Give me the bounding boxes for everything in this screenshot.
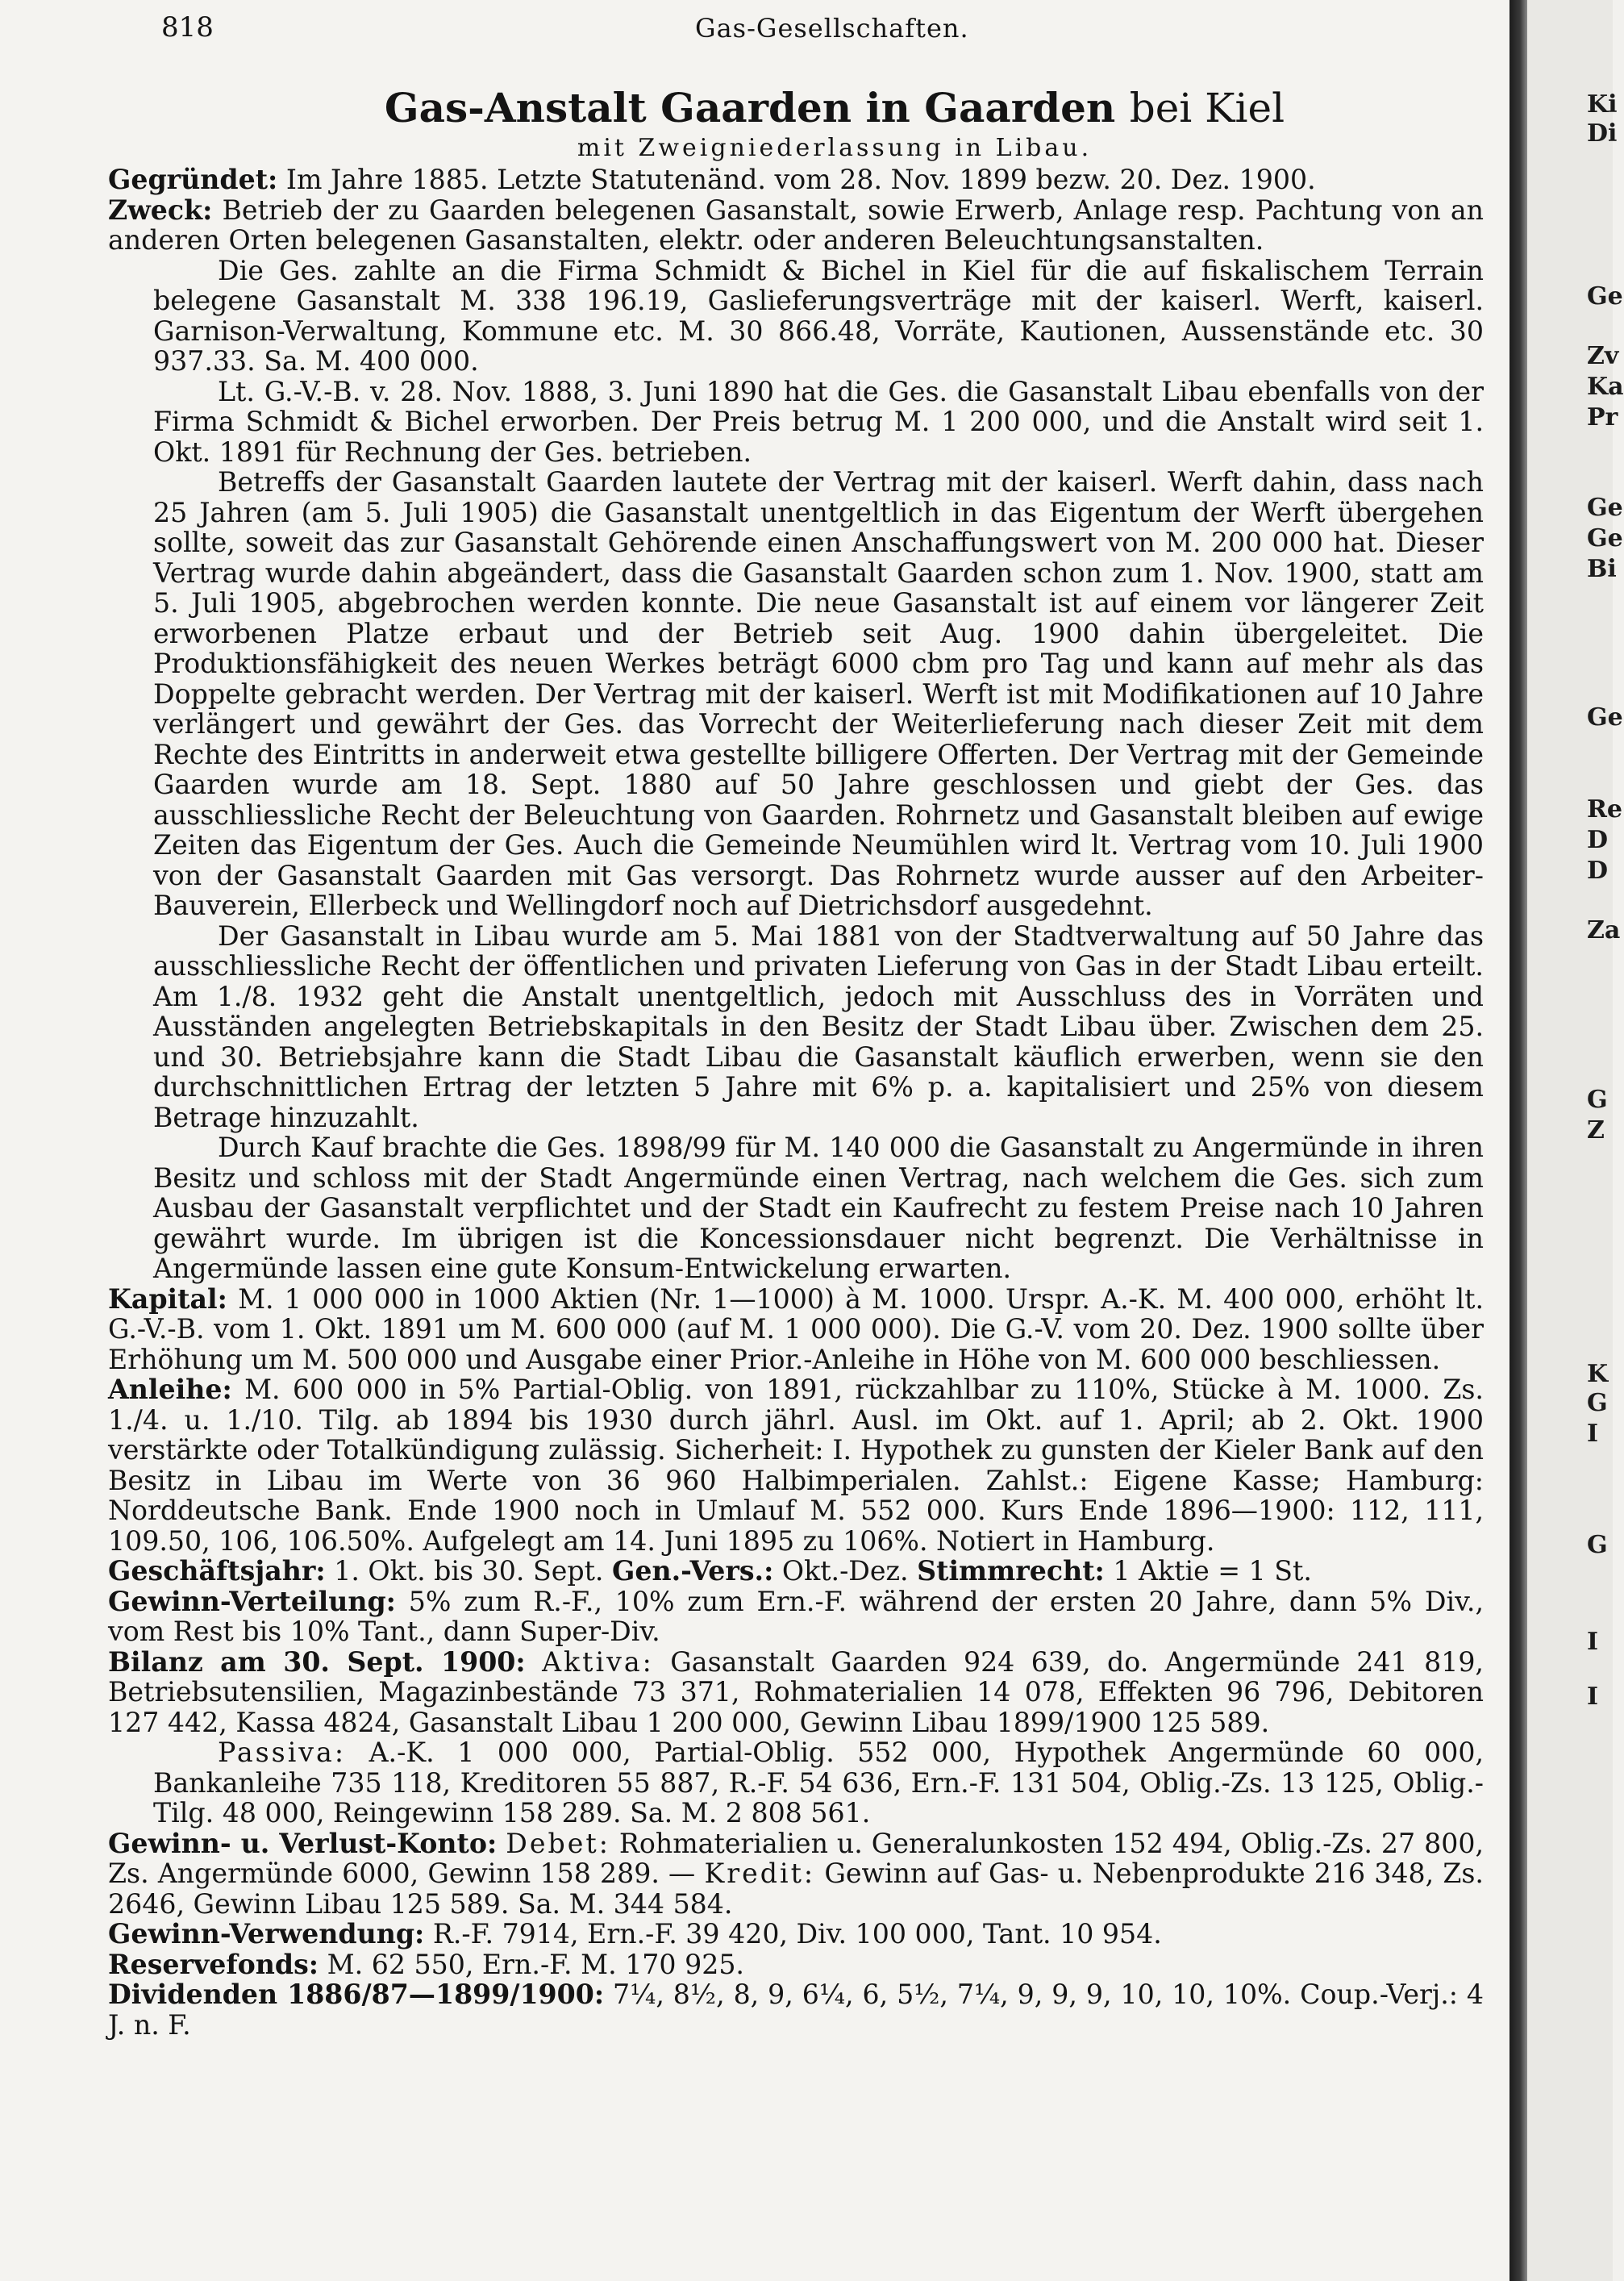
company-location: bei Kiel	[1129, 85, 1285, 131]
section-title: Gas-Gesellschaften.	[695, 13, 969, 44]
company-subtitle: mit Zweigniederlassung in Libau.	[577, 134, 1093, 162]
label-gewinn-verlust: Gewinn- u. Verlust-Konto:	[108, 1827, 498, 1859]
label-bilanz: Bilanz am 30. Sept. 1900:	[108, 1645, 526, 1678]
adjacent-fragment: G	[1587, 1086, 1608, 1114]
label-debet: Debet:	[506, 1827, 610, 1859]
adjacent-fragment: K	[1587, 1360, 1609, 1388]
adjacent-fragment: I	[1587, 1628, 1599, 1656]
label-gen-vers: Gen.-Vers.:	[612, 1555, 774, 1587]
label-reservefonds: Reservefonds:	[108, 1948, 319, 1980]
adjacent-fragment: G	[1587, 1531, 1608, 1559]
adjacent-fragment: Ge	[1587, 282, 1623, 311]
text-gewinn-verwendung: R.-F. 7914, Ern.-F. 39 420, Div. 100 000, Tant. 10 954.	[432, 1918, 1162, 1949]
text-gegruendet: Im Jahre 1885. Letzte Statutenänd. vom 28. Nov. 1899 bezw. 20. Dez. 1900.	[285, 164, 1316, 195]
text-dividenden: 7¼, 8½, 8, 9, 6¼, 6, 5½, 7¼, 9, 9, 9, 10, 10, 10%. Coup.-Verj.: 4 J. n. F.	[108, 1979, 1484, 2041]
book-gutter	[1509, 0, 1527, 2281]
section-dividenden	[108, 1979, 1484, 2040]
text-geschaeftsjahr: 1. Okt. bis 30. Sept.	[334, 1555, 604, 1587]
section-anleihe	[108, 1374, 1484, 1556]
company-name: Gas-Anstalt Gaarden in Gaarden	[384, 84, 1116, 131]
adjacent-fragment: D	[1587, 826, 1609, 854]
label-gewinn-verteilung: Gewinn-Verteilung:	[108, 1585, 396, 1617]
adjacent-fragment: I	[1587, 1420, 1599, 1448]
section-gewinn-verwendung	[108, 1919, 1484, 1949]
label-aktiva: Aktiva:	[542, 1645, 654, 1678]
running-head	[161, 11, 1509, 47]
label-dividenden: Dividenden 1886/87—1899/1900:	[108, 1979, 605, 2010]
label-kredit: Kredit:	[704, 1858, 816, 1889]
adjacent-fragment: Ge	[1587, 703, 1623, 732]
adjacent-fragment: G	[1587, 1389, 1608, 1417]
text-gen-vers: Okt.-Dez.	[781, 1555, 909, 1587]
paragraph-angermuende: Durch Kauf brachte die Ges. 1898/99 für M. 140 000 die Gasanstalt zu Angermünde in ihren Besitz und schloss mit der Stadt Angermünde einen Vertrag, nach welchem die Ges. sich zum Ausbau der Gasanstalt verpflichtet und der Stadt ein Kaufrecht zu festem Preise nach 10 Jahren gewährt wurde. Im übrigen ist die Koncessionsdauer nicht begrenzt. Die Verhältnisse in Angermünde lassen eine gute Konsum-Entwickelung erwarten.	[153, 1132, 1484, 1284]
text-kredit: Gewinn auf Gas- u. Nebenprodukte 216 348, Zs. 2646, Gewinn Libau 125 589. Sa. M. 344 584.	[108, 1858, 1484, 1920]
paragraph-kaufpreis: Die Ges. zahlte an die Firma Schmidt & Bichel in Kiel für die auf fiskalischem Terrain belegene Gasanstalt M. 338 196.19, Gaslieferungsverträge mit der kaiserl. Werft, kaiserl. Garnison-Verwaltung, Kommune etc. M. 30 866.48, Vorräte, Kautionen, Aussenstände etc. 30 937.33. Sa. M. 400 000.	[153, 254, 1484, 377]
adjacent-fragment: Za	[1587, 916, 1621, 945]
text-reservefonds: M. 62 550, Ern.-F. M. 170 925.	[327, 1948, 744, 1980]
section-gegruendet	[108, 165, 1484, 195]
adjacent-fragment: Ge	[1587, 494, 1623, 522]
text-debet: Rohmaterialien u. Generalunkosten 152 494, Oblig.-Zs. 27 800, Zs. Angermünde 6000, Gewinn 158 289. —	[108, 1827, 1484, 1889]
label-kapital: Kapital:	[108, 1282, 227, 1315]
adjacent-fragment: Zv	[1587, 342, 1619, 370]
label-stimmrecht: Stimmrecht:	[917, 1555, 1105, 1587]
label-gegruendet: Gegründet:	[108, 164, 278, 195]
label-zweck: Zweck:	[108, 194, 213, 226]
section-zweck	[108, 195, 1484, 256]
paragraph-libau-recht: Der Gasanstalt in Libau wurde am 5. Mai 1881 von der Stadtverwaltung auf 50 Jahre das ausschliessliche Recht der öffentlichen und privaten Lieferung von Gas in der Stadt Libau erteilt. Am 1./8. 1932 geht die Anstalt unentgeltlich, jedoch mit Ausschluss des in Vorräten und Ausständen angelegten Betriebskapitals in den Besitz der Stadt Libau über. Zwischen dem 25. und 30. Betriebsjahre kann die Stadt Libau die Gasanstalt käuflich erwerben, wenn sie den durchschnittlichen Ertrag der letzten 5 Jahre mit 6% p. a. kapitalisiert und 25% von diesem Betrage hinzuzahlt.	[153, 919, 1484, 1133]
text-passiva: A.-K. 1 000 000, Partial-Oblig. 552 000, Hypothek Angermünde 60 000, Bankanleihe 735 118, Kreditoren 55 887, R.-F. 54 636, Ern.-F. 131 504, Oblig.-Zs. 13 125, Oblig.-Tilg. 48 000, Reingewinn 158 289. Sa. M. 2 808 561.	[153, 1737, 1484, 1829]
text-kapital: M. 1 000 000 in 1000 Aktien (Nr. 1—1000) à M. 1000. Urspr. A.-K. M. 400 000, erhöht lt. G.-V.-B. vom 1. Okt. 1891 um M. 600 000 (auf M. 1 000 000). Die G.-V. vom 20. Dez. 1900 sollte über Erhöhung um M. 500 000 und Ausgabe einer Prior.-Anleihe in Höhe von M. 600 000 beschliessen.	[108, 1282, 1484, 1375]
paragraph-gaarden-vertrag: Betreffs der Gasanstalt Gaarden lautete der Vertrag mit der kaiserl. Werft dahin, dass nach 25 Jahren (am 5. Juli 1905) die Gasanstalt unentgeltlich in das Eigentum der Werft übergehen sollte, soweit das zur Gasanstalt Gehörende einen Anschaffungswert von M. 200 000 hat. Dieser Vertrag wurde dahin abgeändert, dass die Gasanstalt Gaarden schon zum 1. Nov. 1900, statt am 5. Juli 1905, abgebrochen werden konnte. Die neue Gasanstalt ist auf einem vor längerer Zeit erworbenen Platze erbaut und der Betrieb seit Aug. 1900 dahin übergeleitet. Die Produktionsfähigkeit des neuen Werkes beträgt 6000 cbm pro Tag und kann auf mehr als das Doppelte gebracht werden. Der Vertrag mit der kaiserl. Werft ist mit Modifikationen auf 10 Jahre verlängert und gewährt der Ges. das Vorrecht der Weiterlieferung nach dieser Zeit mit dem Rechte des Eintritts in anderweit etwa gestellte billigere Offerten. Der Vertrag mit der Gemeinde Gaarden wurde am 18. Sept. 1880 auf 50 Jahre geschlossen und giebt der Ges. das ausschliessliche Recht der Beleuchtung von Gaarden. Rohrnetz und Gasanstalt bleiben auf ewige Zeiten das Eigentum der Ges. Auch die Gemeinde Neumühlen wird lt. Vertrag vom 10. Juli 1900 von der Gasanstalt Gaarden mit Gas versorgt. Das Rohrnetz wurde ausser auf den Arbeiter-Bauverein, Ellerbeck und Wellingdorf noch auf Dietrichsdorf ausgedehnt.	[153, 466, 1484, 921]
label-gewinn-verwendung: Gewinn-Verwendung:	[108, 1918, 425, 1949]
label-geschaeftsjahr: Geschäftsjahr:	[108, 1555, 326, 1587]
text-stimmrecht: 1 Aktie = 1 St.	[1113, 1555, 1312, 1587]
adjacent-fragment: Pr	[1587, 403, 1618, 432]
section-passiva	[153, 1737, 1484, 1829]
company-title	[185, 84, 1484, 132]
text-aktiva: Gasanstalt Gaarden 924 639, do. Angermünde 241 819, Betriebsutensilien, Magazinbestände 73 371, Rohmaterialien 14 078, Effekten 96 796, Debitoren 127 442, Kassa 4824, Gasanstalt Libau 1 200 000, Gewinn Libau 1899/1900 125 589.	[108, 1645, 1484, 1738]
adjacent-fragment: Ki	[1587, 90, 1618, 119]
adjacent-fragment: D	[1587, 857, 1609, 885]
text-anleihe: M. 600 000 in 5% Partial-Oblig. von 1891, rückzahlbar zu 110%, Stücke à M. 1000. Zs. 1./4. u. 1./10. Tilg. ab 1894 bis 1930 durch jährl. Ausl. im Okt. auf 1. April; ab 2. Okt. 1900 verstärkte oder Totalkündigung zulässig. Sicherheit: I. Hypothek zu gunsten der Kieler Bank auf den Besitz in Libau im Werte von 36 960 Halbimperialen. Zahlst.: Eigene Kasse; Hamburg: Norddeutsche Bank. Ende 1900 noch in Umlauf M. 552 000. Kurs Ende 1896—1900: 112, 111, 109.50, 106, 106.50%. Aufgelegt am 14. Juni 1895 zu 106%. Notiert in Hamburg.	[108, 1374, 1484, 1557]
page-number: 818	[161, 11, 214, 44]
adjacent-page-edge	[1527, 0, 1624, 2281]
section-geschaeftsjahr	[108, 1556, 1484, 1587]
company-entry	[108, 84, 1484, 2041]
adjacent-fragment: I	[1587, 1683, 1599, 1711]
paragraph-libau-erwerb: Lt. G.-V.-B. v. 28. Nov. 1888, 3. Juni 1890 hat die Ges. die Gasanstalt Libau ebenfalls von der Firma Schmidt & Bichel erworben. Der Preis betrug M. 1 200 000, und die Anstalt wird seit 1. Okt. 1891 für Rechnung der Ges. betrieben.	[153, 375, 1484, 468]
section-reservefonds	[108, 1949, 1484, 1980]
label-passiva: Passiva:	[218, 1737, 347, 1768]
adjacent-fragment: Bi	[1587, 555, 1617, 583]
text-zweck: Betrieb der zu Gaarden belegenen Gasanstalt, sowie Erwerb, Anlage resp. Pachtung von an anderen Orten belegenen Gasanstalten, elektr. oder anderen Beleuchtungsanstalten.	[108, 194, 1484, 256]
section-bilanz	[108, 1647, 1484, 1738]
adjacent-fragment: Ka	[1587, 373, 1624, 401]
section-kapital	[108, 1284, 1484, 1375]
text-gewinn-verteilung: 5% zum R.-F., 10% zum Ern.-F. während der ersten 20 Jahre, dann 5% Div., vom Rest bis 10% Tant., dann Super-Div.	[108, 1585, 1484, 1647]
adjacent-fragment: Z	[1587, 1116, 1605, 1145]
section-gewinn-verteilung	[108, 1587, 1484, 1647]
adjacent-fragment: Ge	[1587, 524, 1623, 553]
label-anleihe: Anleihe:	[108, 1374, 232, 1405]
adjacent-fragment: Di	[1587, 119, 1618, 148]
section-gewinn-verlust	[108, 1829, 1484, 1920]
adjacent-fragment: Re	[1587, 795, 1623, 824]
